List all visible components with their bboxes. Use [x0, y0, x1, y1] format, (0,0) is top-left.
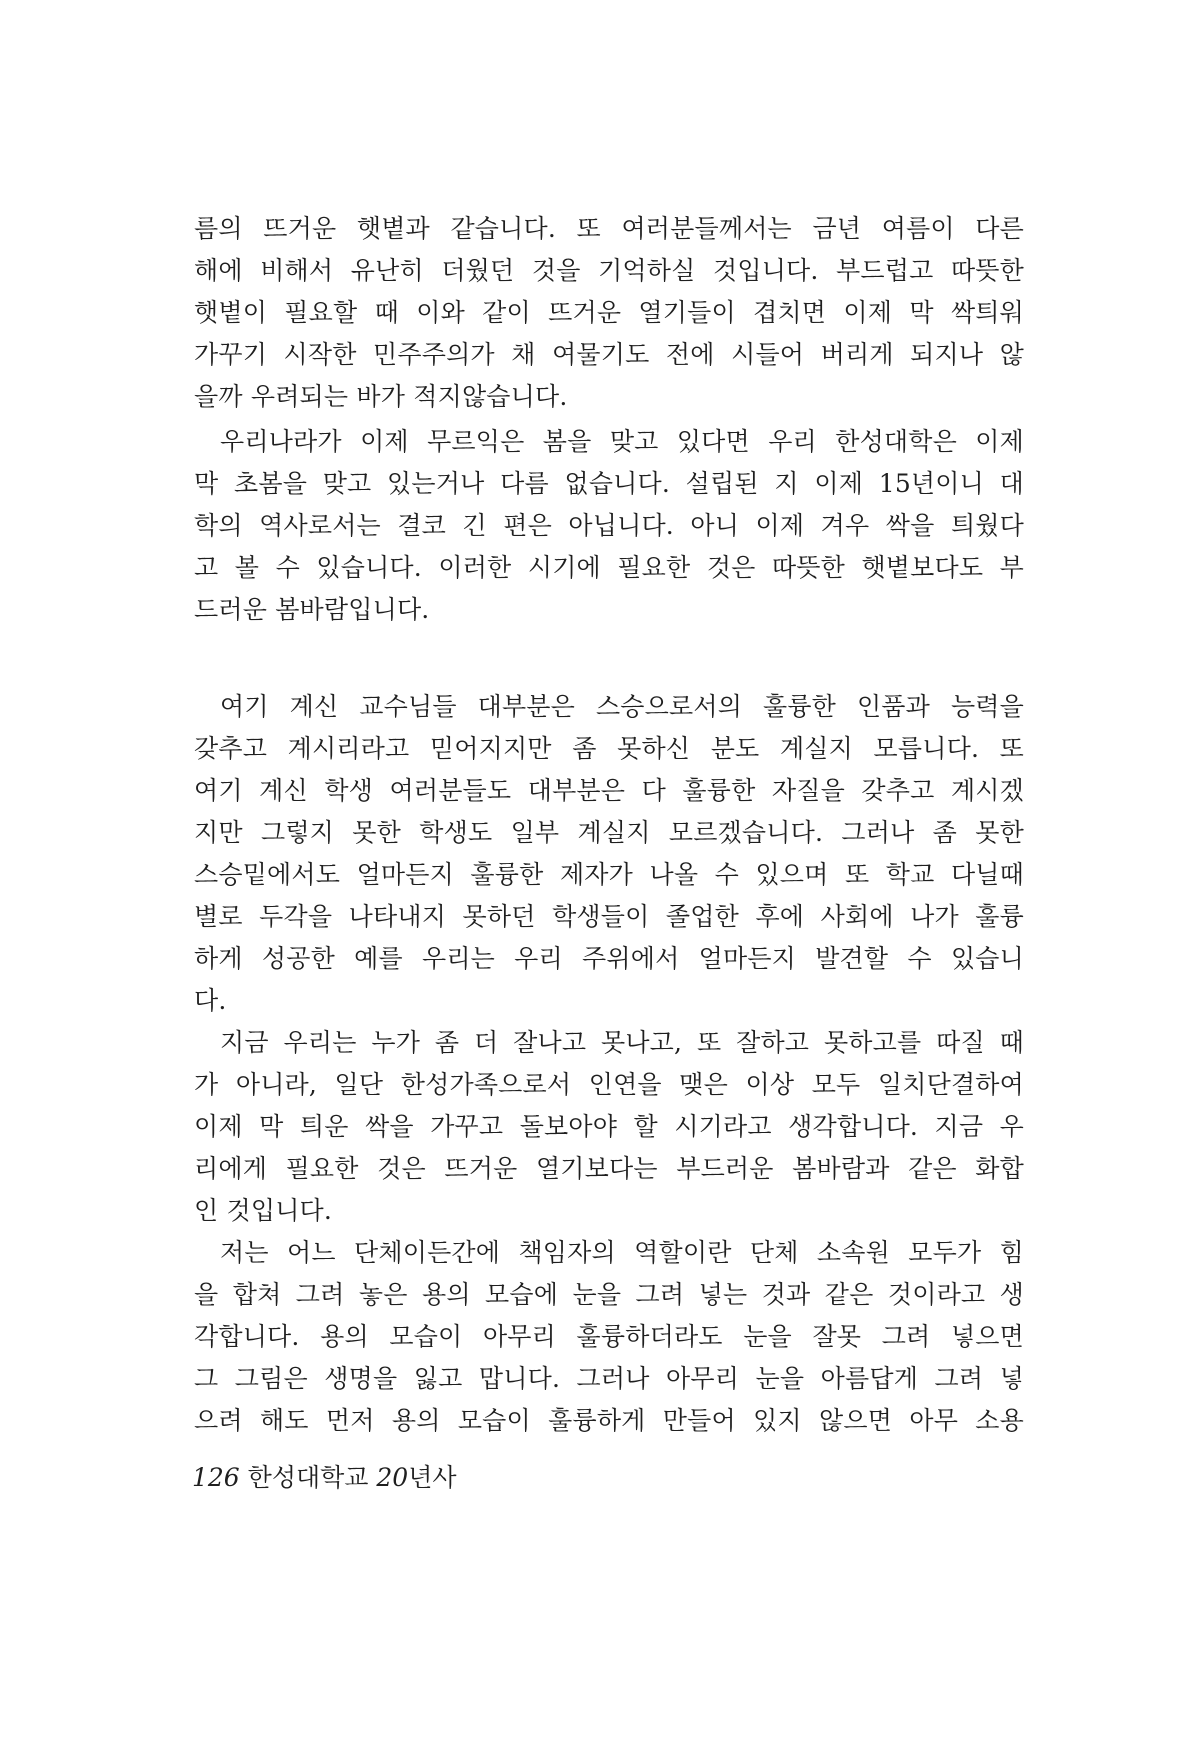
text-line: 다. — [194, 986, 227, 1015]
text-line: 스승밑에서도 얼마든지 훌륭한 제자가 나올 수 있으며 또 학교 다닐때 — [194, 860, 1024, 889]
text-line: 름의 뜨거운 햇볕과 같습니다. 또 여러분들께서는 금년 여름이 다른 — [194, 214, 1024, 243]
text-line: 인 것입니다. — [194, 1196, 333, 1225]
page-number: 126 — [192, 1463, 240, 1492]
text-line: 가 아니라, 일단 한성가족으로서 인연을 맺은 이상 모두 일치단결하여 — [194, 1070, 1024, 1099]
text-line: 해에 비해서 유난히 더웠던 것을 기억하실 것입니다. 부드럽고 따뜻한 — [194, 256, 1024, 285]
text-line: 햇볕이 필요할 때 이와 같이 뜨거운 열기들이 겹치면 이제 막 싹틔워 — [194, 298, 1024, 327]
page-footer — [192, 1458, 457, 1498]
text-line: 지만 그렇지 못한 학생도 일부 계실지 모르겠습니다. 그러나 좀 못한 — [194, 818, 1024, 847]
text-line: 으려 해도 먼저 용의 모습이 훌륭하게 만들어 있지 않으면 아무 소용 — [194, 1406, 1024, 1435]
paragraph-2 — [194, 421, 1024, 631]
text-line: 각합니다. 용의 모습이 아무리 훌륭하더라도 눈을 잘못 그려 넣으면 — [194, 1322, 1024, 1351]
text-line: 여기 계신 교수님들 대부분은 스승으로서의 훌륭한 인품과 능력을 — [220, 692, 1024, 721]
text-line: 지금 우리는 누가 좀 더 잘나고 못나고, 또 잘하고 못하고를 따질 때 — [220, 1028, 1024, 1057]
text-line: 이제 막 틔운 싹을 가꾸고 돌보아야 할 시기라고 생각합니다. 지금 우 — [194, 1112, 1024, 1141]
paragraph-3 — [194, 686, 1024, 1022]
text-line: 우리나라가 이제 무르익은 봄을 맞고 있다면 우리 한성대학은 이제 — [220, 427, 1024, 456]
text-line: 을까 우려되는 바가 적지않습니다. — [194, 382, 568, 411]
text-line: 학의 역사로서는 결코 긴 편은 아닙니다. 아니 이제 겨우 싹을 틔웠다 — [194, 511, 1024, 540]
paragraph-1 — [194, 208, 1024, 418]
text-line: 막 초봄을 맞고 있는거나 다름 없습니다. 설립된 지 이제 15년이니 대 — [194, 469, 1024, 498]
text-line: 그 그림은 생명을 잃고 맙니다. 그러나 아무리 눈을 아름답게 그려 넣 — [194, 1364, 1024, 1393]
text-line: 고 볼 수 있습니다. 이러한 시기에 필요한 것은 따뜻한 햇볕보다도 부 — [194, 553, 1024, 582]
paragraph-4 — [194, 1022, 1024, 1232]
text-line: 가꾸기 시작한 민주주의가 채 여물기도 전에 시들어 버리게 되지나 않 — [194, 340, 1024, 369]
text-line: 하게 성공한 예를 우리는 우리 주위에서 얼마든지 발견할 수 있습니 — [194, 944, 1024, 973]
text-line: 별로 두각을 나타내지 못하던 학생들이 졸업한 후에 사회에 나가 훌륭 — [194, 902, 1024, 931]
paragraph-5 — [194, 1232, 1024, 1442]
book-title-suffix: 년사 — [408, 1463, 457, 1492]
text-line: 저는 어느 단체이든간에 책임자의 역할이란 단체 소속원 모두가 힘 — [220, 1238, 1024, 1267]
book-title: 한성대학교 — [247, 1463, 369, 1492]
book-title-year: 20 — [376, 1463, 409, 1492]
text-line: 리에게 필요한 것은 뜨거운 열기보다는 부드러운 봄바람과 같은 화합 — [194, 1154, 1024, 1183]
text-line: 여기 계신 학생 여러분들도 대부분은 다 훌륭한 자질을 갖추고 계시겠 — [194, 776, 1024, 805]
text-line: 을 합쳐 그려 놓은 용의 모습에 눈을 그려 넣는 것과 같은 것이라고 생 — [194, 1280, 1024, 1309]
text-line: 드러운 봄바람입니다. — [194, 595, 430, 624]
text-line: 갖추고 계시리라고 믿어지지만 좀 못하신 분도 계실지 모릅니다. 또 — [194, 734, 1024, 763]
